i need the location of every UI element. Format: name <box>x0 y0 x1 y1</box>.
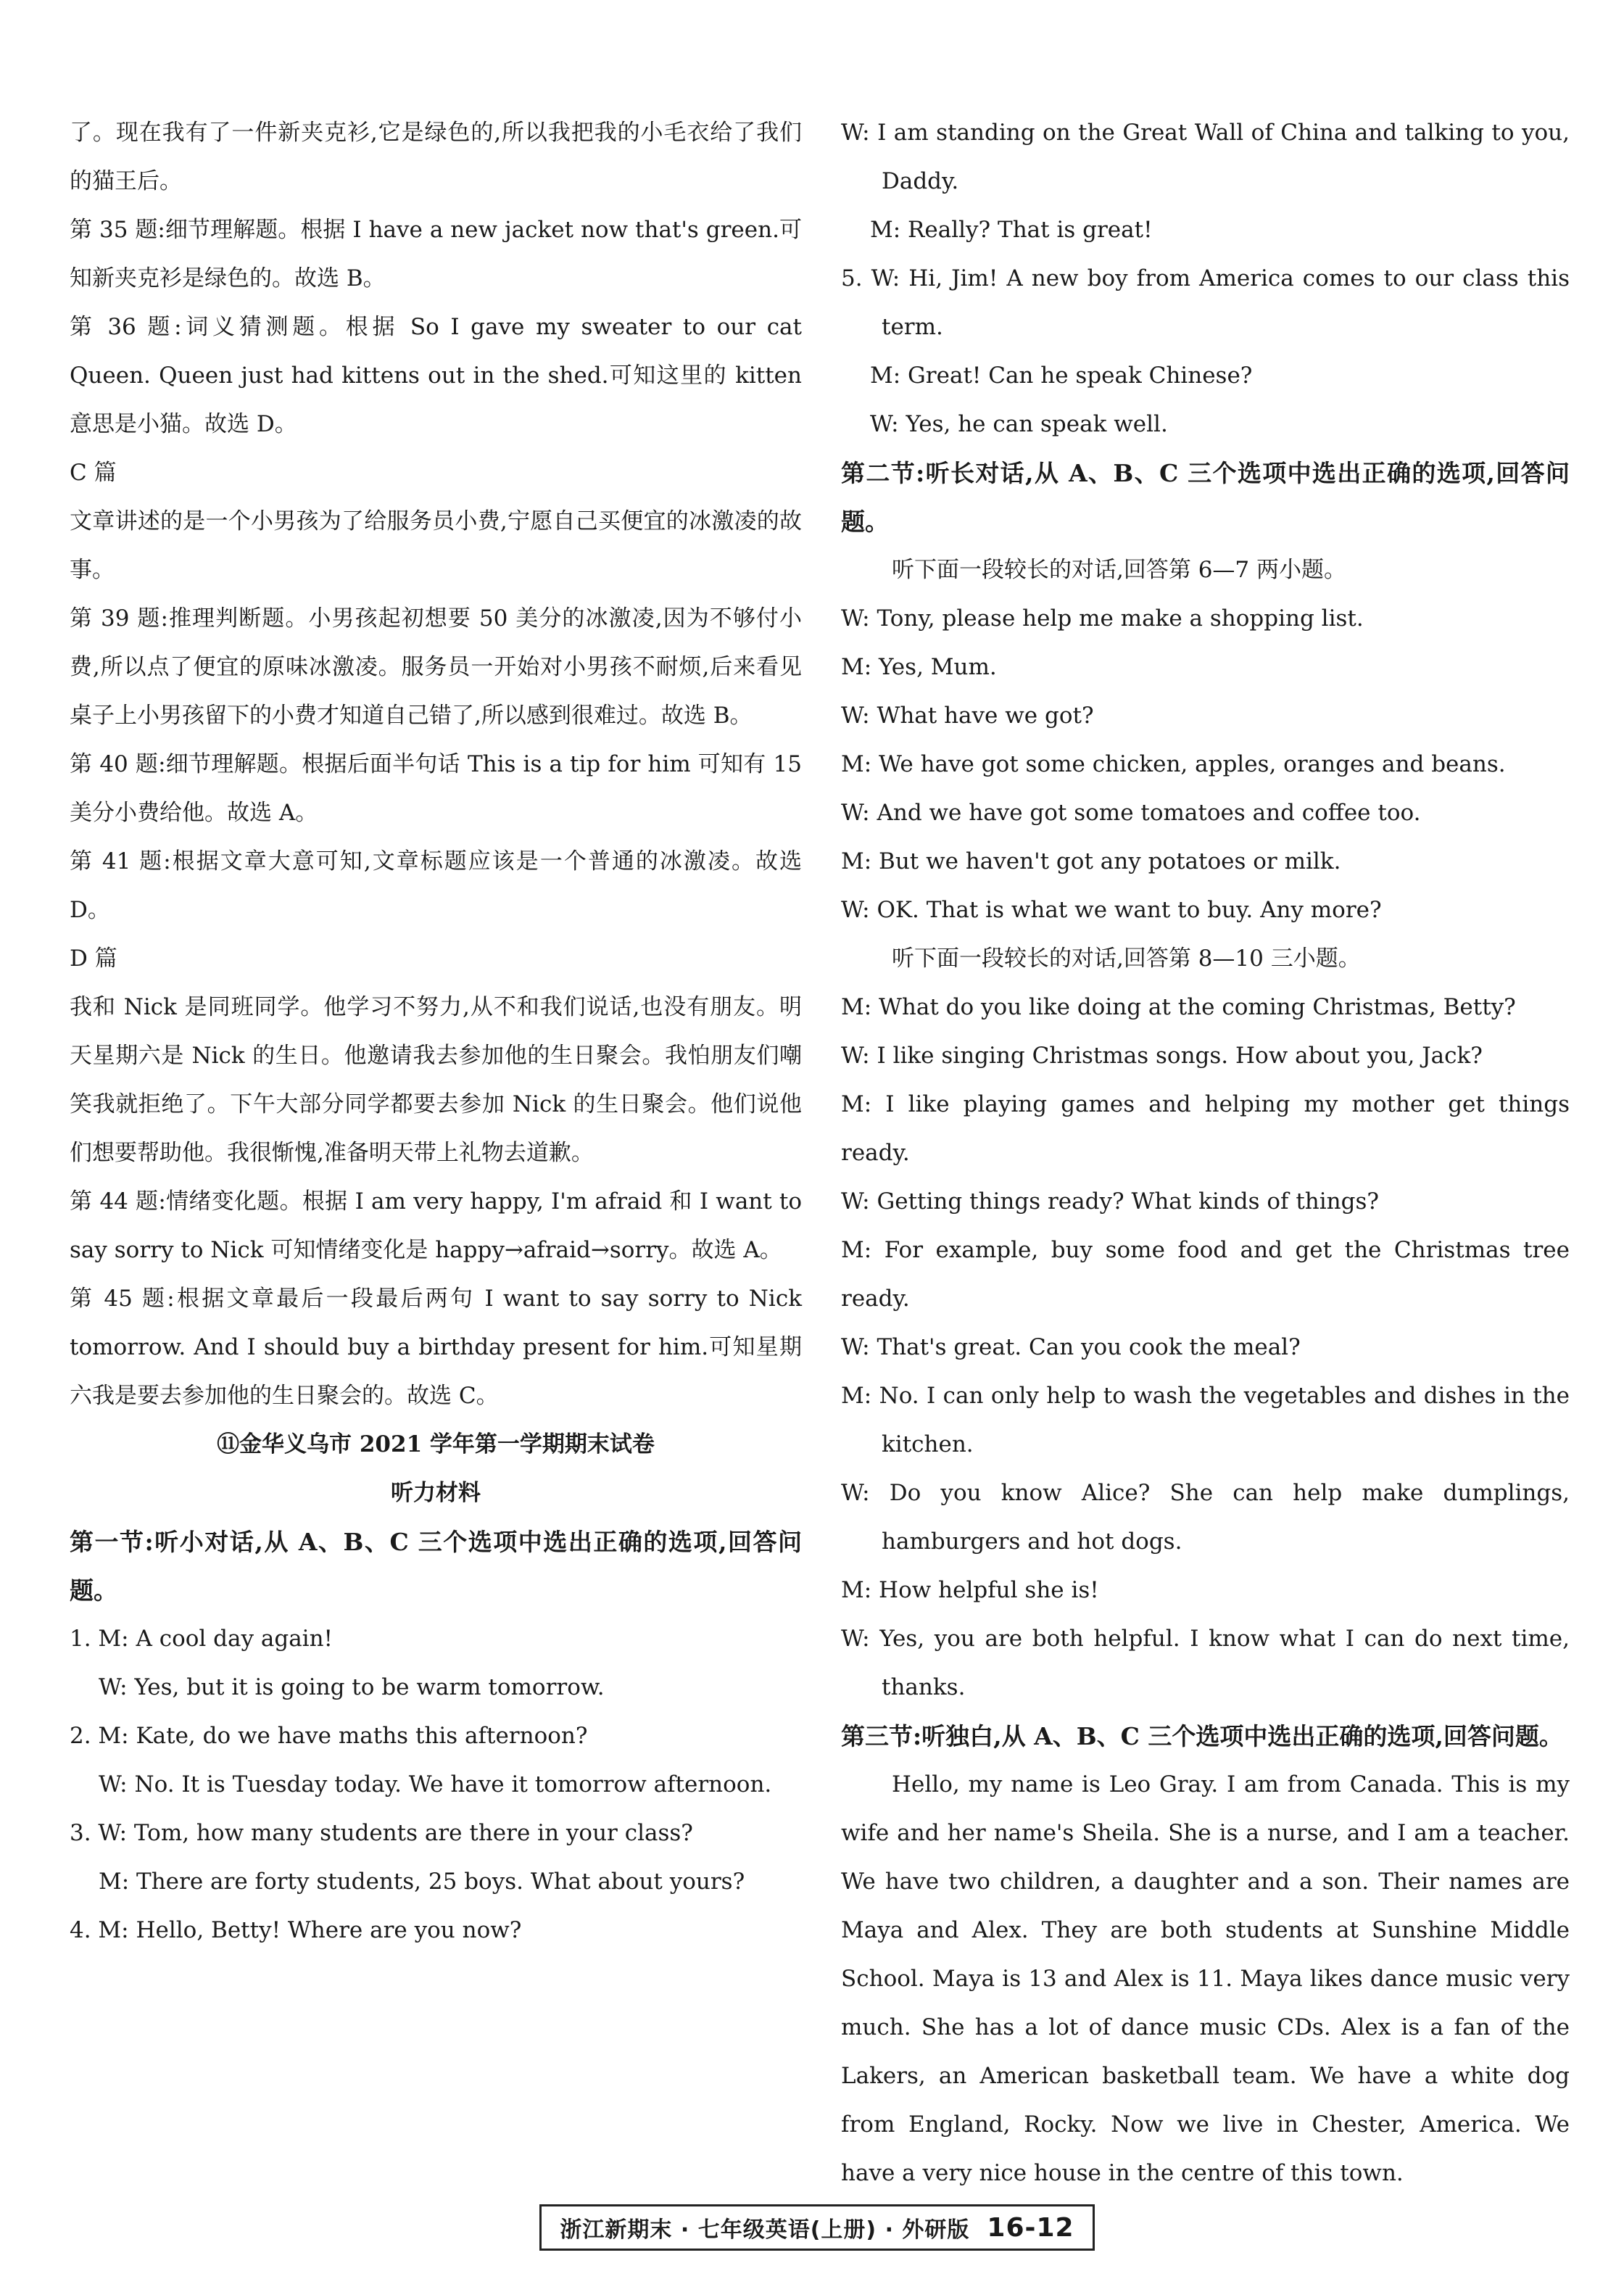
left-paragraph: D 篇 <box>70 946 117 972</box>
right-paragraph: M: No. I can only help to wash the vegetables and dishes in the kitchen. <box>841 1383 1570 1457</box>
left-paragraph: M: There are forty students, 25 boys. What about yours? <box>99 1869 745 1895</box>
right-paragraph: M: Really? That is great! <box>870 217 1153 243</box>
left-paragraph: 了。现在我有了一件新夹克衫,它是绿色的,所以我把我的小毛衣给了我们的猫王后。 <box>70 120 802 194</box>
left-paragraph: 第 40 题:细节理解题。根据后面半句话 This is a tip for him 可知有 15 美分小费给他。故选 A。 <box>70 751 802 826</box>
right-paragraph: M: Great! Can he speak Chinese? <box>870 363 1253 389</box>
right-paragraph: M: Yes, Mum. <box>841 654 997 680</box>
right-paragraph: W: I like singing Christmas songs. How about you, Jack? <box>841 1043 1483 1069</box>
left-paragraph: 第一节:听小对话,从 A、B、C 三个选项中选出正确的选项,回答问题。 <box>70 1528 802 1605</box>
right-paragraph: W: Yes, you are both helpful. I know what I can do next time, thanks. <box>841 1626 1570 1700</box>
left-paragraph: 听力材料 <box>391 1480 481 1506</box>
right-paragraph: M: What do you like doing at the coming Christmas, Betty? <box>841 994 1516 1020</box>
right-paragraph: 听下面一段较长的对话,回答第 6—7 两小题。 <box>892 557 1347 583</box>
right-paragraph: M: How helpful she is! <box>841 1577 1099 1603</box>
left-column <box>70 109 802 1955</box>
left-paragraph: 第 44 题:情绪变化题。根据 I am very happy, I'm afraid 和 I want to say sorry to Nick 可知情绪变化是 happy→afraid→sorry。故选 A。 <box>70 1188 802 1263</box>
right-paragraph: W: OK. That is what we want to buy. Any more? <box>841 897 1382 923</box>
right-paragraph: 第三节:听独白,从 A、B、C 三个选项中选出正确的选项,回答问题。 <box>841 1722 1563 1750</box>
right-paragraph: W: Yes, he can speak well. <box>870 411 1168 437</box>
right-paragraph: W: I am standing on the Great Wall of China and talking to you, Daddy. <box>841 120 1570 194</box>
right-paragraph: W: That's great. Can you cook the meal? <box>841 1334 1301 1360</box>
left-paragraph: 1. M: A cool day again! <box>70 1626 334 1652</box>
left-paragraph: W: No. It is Tuesday today. We have it tomorrow afternoon. <box>99 1771 772 1798</box>
right-paragraph: W: Getting things ready? What kinds of things? <box>841 1188 1380 1215</box>
right-paragraph: M: But we haven't got any potatoes or milk. <box>841 848 1341 874</box>
left-paragraph: 第 39 题:推理判断题。小男孩起初想要 50 美分的冰激凌,因为不够付小费,所以点了便宜的原味冰激凌。服务员一开始对小男孩不耐烦,后来看见桌子上小男孩留下的小费才知道自己错了,所以感到很难过。故选 B。 <box>70 605 802 729</box>
left-paragraph: 文章讲述的是一个小男孩为了给服务员小费,宁愿自己买便宜的冰激凌的故事。 <box>70 508 802 583</box>
right-paragraph: Hello, my name is Leo Gray. I am from Canada. This is my wife and her name's Sheila. She is a nurse, and I am a teacher. We have two children, a daughter and a son. Their names are Maya and Alex. They are both students at Sunshine Middle School. Maya is 13 and Alex is 11. Maya likes dance music very much. She has a lot of dance music CDs. Alex is a fan of the Lakers, an American basketball team. We have a white dog from England, Rocky. Now we live in Chester, America. We have a very nice house in the centre of this town. <box>841 1771 1570 2186</box>
right-paragraph: 5. W: Hi, Jim! A new boy from America comes to our class this term. <box>841 265 1570 340</box>
left-paragraph: 我和 Nick 是同班同学。他学习不努力,从不和我们说话,也没有朋友。明天星期六是 Nick 的生日。他邀请我去参加他的生日聚会。我怕朋友们嘲笑我就拒绝了。下午大部分同学都要去参加 Nick 的生日聚会。他们说他们想要帮助他。我很惭愧,准备明天带上礼物去道歉。 <box>70 994 802 1166</box>
right-paragraph: W: And we have got some tomatoes and coffee too. <box>841 800 1421 826</box>
page-number: 16-12 <box>987 2212 1074 2243</box>
left-paragraph: 3. W: Tom, how many students are there in your class? <box>70 1820 693 1846</box>
left-paragraph: W: Yes, but it is going to be warm tomorrow. <box>99 1674 605 1700</box>
left-paragraph: ⑪金华义乌市 2021 学年第一学期期末试卷 <box>217 1431 655 1457</box>
left-paragraph: 第 35 题:细节理解题。根据 I have a new jacket now that's green.可知新夹克衫是绿色的。故选 B。 <box>70 217 802 291</box>
left-paragraph: C 篇 <box>70 460 117 486</box>
left-paragraph: 2. M: Kate, do we have maths this afternoon? <box>70 1723 588 1749</box>
footer-title: 浙江新期末 · 七年级英语(上册) · 外研版 <box>560 2217 970 2243</box>
right-paragraph: W: Tony, please help me make a shopping list. <box>841 605 1364 632</box>
left-paragraph: 第 41 题:根据文章大意可知,文章标题应该是一个普通的冰激凌。故选 D。 <box>70 848 802 923</box>
right-paragraph: W: Do you know Alice? She can help make dumplings, hamburgers and hot dogs. <box>841 1480 1570 1555</box>
left-paragraph: 4. M: Hello, Betty! Where are you now? <box>70 1917 522 1943</box>
page-footer <box>539 2204 1095 2251</box>
right-paragraph: 第二节:听长对话,从 A、B、C 三个选项中选出正确的选项,回答问题。 <box>841 459 1570 536</box>
right-paragraph: M: For example, buy some food and get the Christmas tree ready. <box>841 1237 1570 1312</box>
right-paragraph: M: I like playing games and helping my mother get things ready. <box>841 1091 1570 1166</box>
left-paragraph: 第 45 题:根据文章最后一段最后两句 I want to say sorry to Nick tomorrow. And I should buy a birthday present for him.可知星期六我是要去参加他的生日聚会的。故选 C。 <box>70 1286 802 1409</box>
right-paragraph: W: What have we got? <box>841 703 1094 729</box>
right-paragraph: M: We have got some chicken, apples, oranges and beans. <box>841 751 1506 777</box>
right-column <box>841 109 1570 2198</box>
right-paragraph: 听下面一段较长的对话,回答第 8—10 三小题。 <box>892 946 1361 972</box>
left-paragraph: 第 36 题:词义猜测题。根据 So I gave my sweater to our cat Queen. Queen just had kittens out in the shed.可知这里的 kitten 意思是小猫。故选 D。 <box>70 314 802 437</box>
